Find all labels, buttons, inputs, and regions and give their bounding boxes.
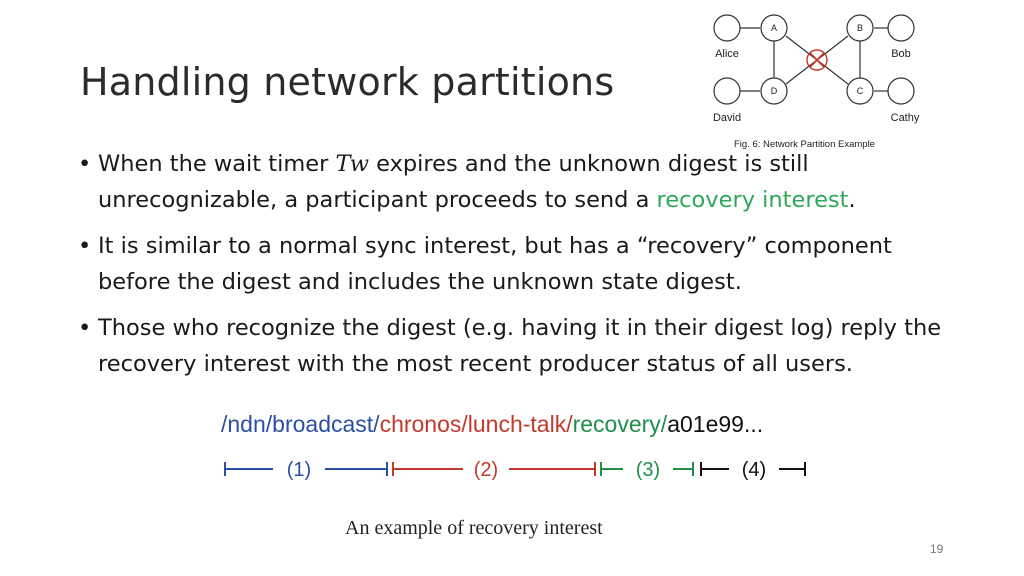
person-label-alice: Alice: [715, 48, 739, 60]
node-label-c: C: [856, 86, 864, 96]
bullet-text: expires and the unknown digest is still unrecognizable, a participant proceeds to send a: [98, 151, 809, 213]
timer-symbol: Tw: [335, 151, 369, 177]
partition-cross-icon: [807, 50, 827, 70]
name-segment-digest: a01e99...: [667, 411, 764, 437]
recovery-name: [221, 411, 763, 438]
page-number: 19: [930, 542, 944, 556]
range-1-label: (1): [286, 459, 312, 481]
slide-title: Handling network partitions: [80, 60, 615, 104]
person-label-cathy: Cathy: [890, 112, 920, 124]
range-4-label: (4): [741, 459, 767, 481]
bullet-text: It is similar to a normal sync interest, but has a “recovery” component before the digest and includes the unknown state digest.: [98, 233, 892, 295]
segment-ranges: [215, 449, 815, 489]
recovery-interest-figure: [215, 405, 815, 550]
name-segment-sync: chronos/lunch-talk/: [379, 411, 573, 437]
person-label-bob: Bob: [891, 48, 911, 60]
node-bob: [888, 15, 914, 41]
bullet-text: Those who recognize the digest (e.g. having it in their digest log) reply the recovery interest with the most recent producer status of all users.: [98, 315, 942, 377]
bullet-list: [78, 146, 968, 392]
range-3-label: (3): [635, 459, 661, 481]
range-2-label: (2): [473, 459, 499, 481]
node-label-d: D: [770, 86, 778, 96]
bullet-item: [78, 310, 968, 382]
node-david: [714, 78, 740, 104]
bullet-item: [78, 146, 968, 218]
node-label-b: B: [856, 23, 864, 33]
person-label-david: David: [712, 112, 742, 124]
bullet-text: .: [848, 187, 856, 213]
network-partition-figure: [700, 6, 932, 156]
name-segment-recovery: recovery/: [572, 411, 668, 437]
node-label-a: A: [770, 23, 778, 33]
bullet-text: When the wait timer: [98, 151, 336, 177]
name-segment-prefix: /ndn/broadcast/: [221, 411, 380, 437]
node-cathy: [888, 78, 914, 104]
recovery-figure-caption: An example of recovery interest: [345, 517, 603, 539]
recovery-interest-term: recovery interest: [656, 187, 849, 213]
bullet-item: [78, 228, 968, 300]
network-figure-caption: Fig. 6: Network Partition Example: [734, 139, 875, 150]
node-alice: [714, 15, 740, 41]
